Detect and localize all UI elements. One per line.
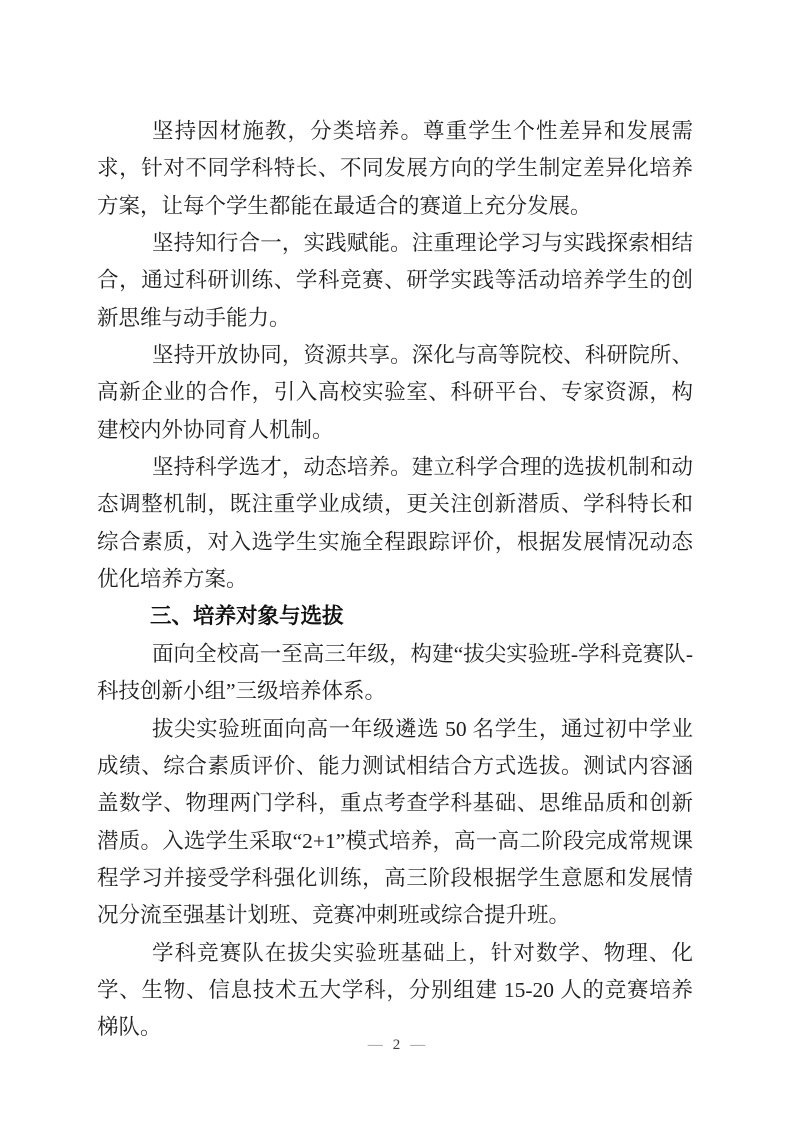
paragraph-principle-scientific-selection: 坚持科学选才，动态培养。建立科学合理的选拔机制和动态调整机制，既注重学业成绩，更关注创新潜质、学科特长和综合素质，对入选学生实施全程跟踪评价，根据发展情况动态优化培养方案。: [97, 455, 693, 592]
paragraph-principle-practice: 坚持知行合一，实践赋能。注重理论学习与实践探索相结合，通过科研训练、学科竞赛、研学实践等活动培养学生的创新思维与动手能力。: [97, 231, 693, 330]
page-content: [97, 113, 693, 1047]
footer-left-dash: —: [367, 1037, 383, 1053]
paragraph-three-tier-system: 面向全校高一至高三年级，构建“拔尖实验班-学科竞赛队-科技创新小组”三级培养体系。: [97, 641, 693, 704]
paragraph-principle-open-collaboration: 坚持开放协同，资源共享。深化与高等院校、科研院所、高新企业的合作，引入高校实验室、科研平台、专家资源，构建校内外协同育人机制。: [97, 343, 693, 442]
paragraph-principle-tailored-teaching: 坚持因材施教，分类培养。尊重学生个性差异和发展需求，针对不同学科特长、不同发展方向的学生制定差异化培养方案，让每个学生都能在最适合的赛道上充分发展。: [97, 119, 693, 218]
paragraph-competition-team: 学科竞赛队在拔尖实验班基础上，针对数学、物理、化学、生物、信息技术五大学科，分别组建 15-20 人的竞赛培养梯队。: [97, 940, 693, 1040]
page-number-footer: [0, 1035, 793, 1055]
paragraph-experimental-class-selection: 拔尖实验班面向高一年级遴选 50 名学生，通过初中学业成绩、综合素质评价、能力测试相结合方式选拔。测试内容涵盖数学、物理两门学科，重点考查学科基础、思维品质和创新潜质。入选学生采取“2+1”模式培养，高一高二阶段完成常规课程学习并接受学科强化训练，高三阶段根据学生意愿和发展情况分流至强基计划班、竞赛冲刺班或综合提升班。: [97, 716, 693, 928]
footer-right-dash: —: [410, 1037, 426, 1053]
section-heading-training-targets: 三、培养对象与选拔: [150, 604, 344, 629]
footer-page-number: 2: [392, 1037, 401, 1053]
